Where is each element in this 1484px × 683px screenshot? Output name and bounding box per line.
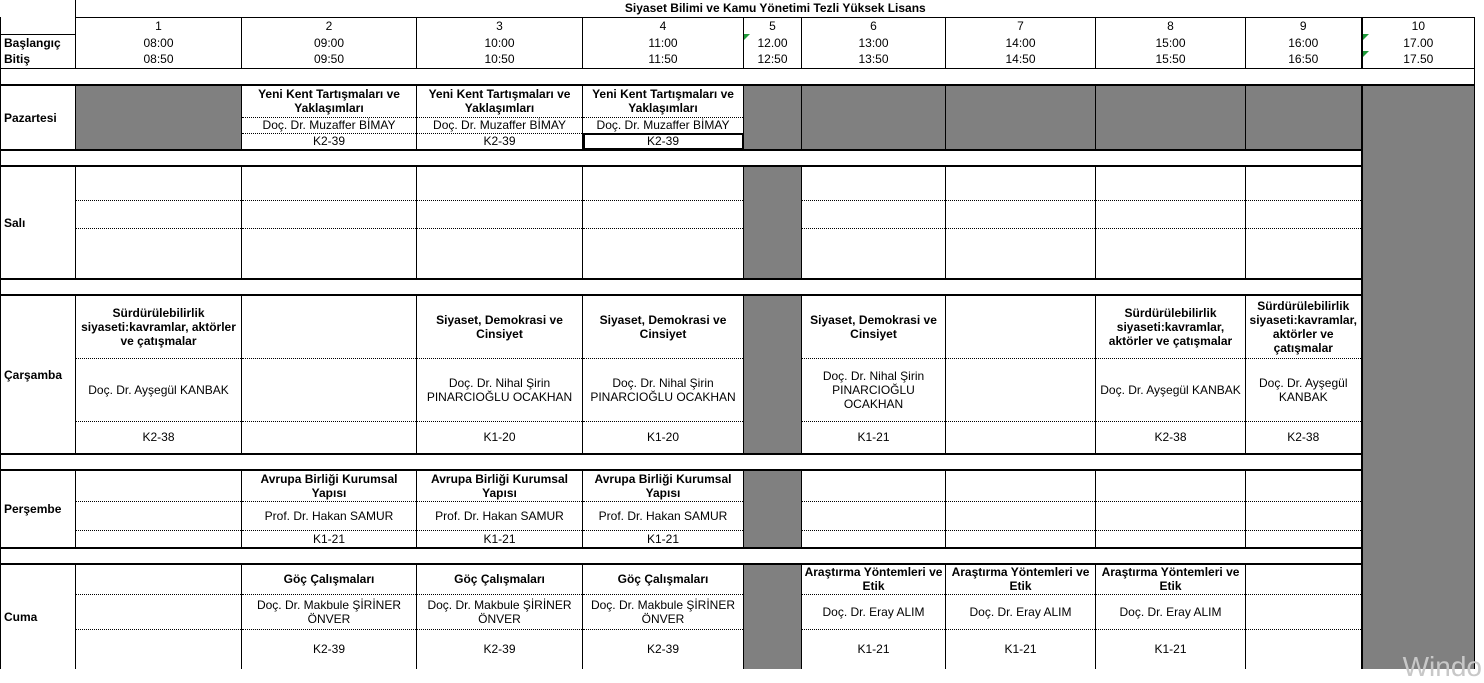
start-label[interactable]: Başlangıç: [1, 34, 76, 51]
empty-cell[interactable]: [76, 530, 242, 548]
end-time[interactable]: 11:50: [583, 51, 744, 68]
course-name[interactable]: Avrupa Birliği Kurumsal Yapısı: [417, 470, 583, 501]
separator-row[interactable]: [1, 454, 1362, 470]
end-time[interactable]: 16:50: [1246, 51, 1362, 68]
room-code[interactable]: K2-38: [1246, 421, 1362, 454]
room-code[interactable]: K2-39: [417, 629, 583, 669]
start-time[interactable]: 09:00: [242, 34, 417, 51]
start-time[interactable]: 12.00: [744, 34, 802, 51]
room-code[interactable]: K1-21: [417, 530, 583, 548]
empty-cell[interactable]: [946, 501, 1096, 530]
empty-cell[interactable]: [242, 200, 417, 228]
course-name[interactable]: Araştırma Yöntemleri ve Etik: [802, 564, 946, 594]
lunch-break[interactable]: [744, 166, 802, 279]
empty-slot[interactable]: [1362, 295, 1475, 470]
room-code[interactable]: K1-21: [802, 629, 946, 669]
period-number[interactable]: 8: [1096, 17, 1246, 34]
empty-cell[interactable]: [242, 228, 417, 279]
teacher-name[interactable]: Doç. Dr. Ayşegül KANBAK: [1246, 358, 1362, 421]
course-name[interactable]: Yeni Kent Tartışmaları ve Yaklaşımları: [417, 85, 583, 117]
teacher-name[interactable]: Prof. Dr. Hakan SAMUR: [242, 501, 417, 530]
course-name[interactable]: Araştırma Yöntemleri ve Etik: [946, 564, 1096, 594]
course-name[interactable]: Yeni Kent Tartışmaları ve Yaklaşımları: [242, 85, 417, 117]
course-name[interactable]: Yeni Kent Tartışmaları ve Yaklaşımları: [583, 85, 744, 117]
empty-cell[interactable]: [946, 530, 1096, 548]
start-time[interactable]: 15:00: [1096, 34, 1246, 51]
room-code[interactable]: K1-21: [1096, 629, 1246, 669]
empty-cell[interactable]: [1246, 470, 1362, 501]
lunch-break[interactable]: [744, 564, 802, 669]
empty-slot[interactable]: [1362, 166, 1475, 295]
room-code[interactable]: K2-38: [76, 421, 242, 454]
empty-cell[interactable]: [1096, 228, 1246, 279]
teacher-name[interactable]: Doç. Dr. Eray ALIM: [802, 594, 946, 629]
teacher-name[interactable]: Doç. Dr. Makbule ŞİRİNER ÖNVER: [417, 594, 583, 629]
lunch-break[interactable]: [744, 295, 802, 454]
day-label-sali[interactable]: Salı: [1, 166, 76, 279]
empty-slot[interactable]: [802, 85, 946, 150]
course-name[interactable]: Göç Çalışmaları: [583, 564, 744, 594]
empty-cell[interactable]: [242, 421, 417, 454]
empty-slot[interactable]: [946, 85, 1096, 150]
start-time[interactable]: 17.00: [1362, 34, 1475, 51]
empty-cell[interactable]: [946, 295, 1096, 358]
room-code[interactable]: K1-21: [802, 421, 946, 454]
empty-cell[interactable]: [76, 629, 242, 669]
end-time[interactable]: 10:50: [417, 51, 583, 68]
empty-cell[interactable]: [946, 470, 1096, 501]
period-number[interactable]: 2: [242, 17, 417, 34]
start-time-row: [1, 34, 1475, 51]
empty-cell[interactable]: [1096, 200, 1246, 228]
empty-cell[interactable]: [76, 470, 242, 501]
separator-row[interactable]: [1, 68, 1475, 85]
course-name[interactable]: Göç Çalışmaları: [242, 564, 417, 594]
empty-cell[interactable]: [946, 166, 1096, 200]
end-time[interactable]: 13:50: [802, 51, 946, 68]
empty-cell[interactable]: [583, 166, 744, 200]
day-label-carsamba[interactable]: Çarşamba: [1, 295, 76, 454]
room-code[interactable]: K1-21: [946, 629, 1096, 669]
teacher-name[interactable]: Doç. Dr. Muzaffer BİMAY: [417, 117, 583, 133]
day-label-persembe[interactable]: Perşembe: [1, 470, 76, 548]
empty-cell[interactable]: [1246, 530, 1362, 548]
course-name[interactable]: Göç Çalışmaları: [417, 564, 583, 594]
teacher-name[interactable]: Doç. Dr. Ayşegül KANBAK: [76, 358, 242, 421]
empty-slot[interactable]: [1246, 85, 1362, 150]
empty-cell[interactable]: [802, 166, 946, 200]
end-time[interactable]: 09:50: [242, 51, 417, 68]
empty-cell[interactable]: [242, 166, 417, 200]
room-code-selected-cell[interactable]: K2-39: [583, 133, 744, 150]
teacher-name[interactable]: Doç. Dr. Eray ALIM: [946, 594, 1096, 629]
empty-cell[interactable]: [76, 501, 242, 530]
room-code[interactable]: K2-38: [1096, 421, 1246, 454]
empty-cell[interactable]: [1246, 166, 1362, 200]
empty-cell[interactable]: [417, 200, 583, 228]
course-name[interactable]: Araştırma Yöntemleri ve Etik: [1096, 564, 1246, 594]
period-number[interactable]: 3: [417, 17, 583, 34]
separator-row[interactable]: [1, 548, 1362, 564]
teacher-name[interactable]: Doç. Dr. Makbule ŞİRİNER ÖNVER: [583, 594, 744, 629]
teacher-name[interactable]: Prof. Dr. Hakan SAMUR: [417, 501, 583, 530]
empty-cell[interactable]: [802, 228, 946, 279]
end-time[interactable]: 14:50: [946, 51, 1096, 68]
empty-cell[interactable]: [802, 470, 946, 501]
teacher-name[interactable]: Prof. Dr. Hakan SAMUR: [583, 501, 744, 530]
course-name[interactable]: Siyaset, Demokrasi ve Cinsiyet: [802, 295, 946, 358]
empty-cell[interactable]: [1096, 530, 1246, 548]
day-label-cuma[interactable]: Cuma: [1, 564, 76, 669]
end-time-row: [1, 51, 1475, 68]
room-code[interactable]: K2-39: [242, 133, 417, 150]
empty-cell[interactable]: [1246, 228, 1362, 279]
separator-row[interactable]: [1, 279, 1362, 295]
empty-cell[interactable]: [583, 228, 744, 279]
course-name[interactable]: Avrupa Birliği Kurumsal Yapısı: [583, 470, 744, 501]
empty-cell[interactable]: [242, 295, 417, 358]
empty-cell[interactable]: [802, 501, 946, 530]
course-name[interactable]: Avrupa Birliği Kurumsal Yapısı: [242, 470, 417, 501]
empty-cell[interactable]: [1096, 470, 1246, 501]
period-number[interactable]: 6: [802, 17, 946, 34]
room-code[interactable]: K2-39: [417, 133, 583, 150]
empty-cell[interactable]: [1246, 564, 1362, 594]
lunch-break[interactable]: [744, 85, 802, 150]
room-code[interactable]: K1-20: [583, 421, 744, 454]
empty-cell[interactable]: [946, 358, 1096, 421]
period-number[interactable]: 5: [744, 17, 802, 34]
period-number[interactable]: 10: [1362, 17, 1475, 34]
teacher-name[interactable]: Doç. Dr. Nihal Şirin PINARCIOĞLU OCAKHAN: [417, 358, 583, 421]
empty-cell[interactable]: [1246, 200, 1362, 228]
empty-cell[interactable]: [802, 200, 946, 228]
empty-cell[interactable]: [1246, 629, 1362, 669]
empty-cell[interactable]: [946, 421, 1096, 454]
start-time[interactable]: 10:00: [417, 34, 583, 51]
period-number[interactable]: 4: [583, 17, 744, 34]
teacher-name[interactable]: Doç. Dr. Makbule ŞİRİNER ÖNVER: [242, 594, 417, 629]
end-time[interactable]: 17.50: [1362, 51, 1475, 68]
cell-empty[interactable]: [1, 0, 76, 17]
course-name[interactable]: Siyaset, Demokrasi ve Cinsiyet: [417, 295, 583, 358]
empty-slot[interactable]: [1362, 85, 1475, 166]
empty-cell[interactable]: [1246, 501, 1362, 530]
empty-cell[interactable]: [1096, 166, 1246, 200]
room-code[interactable]: K2-39: [242, 629, 417, 669]
start-time[interactable]: 08:00: [76, 34, 242, 51]
cell-empty[interactable]: [1, 17, 76, 34]
empty-cell[interactable]: [76, 166, 242, 200]
course-name[interactable]: Sürdürülebilirlik siyaseti:kavramlar, aktörler ve çatışmalar: [76, 295, 242, 358]
page-title[interactable]: Siyaset Bilimi ve Kamu Yönetimi Tezli Yüksek Lisans: [76, 0, 1475, 17]
day-label-pazartesi[interactable]: Pazartesi: [1, 85, 76, 150]
end-time[interactable]: 15:50: [1096, 51, 1246, 68]
end-label[interactable]: Bitiş: [1, 51, 76, 68]
teacher-name[interactable]: Doç. Dr. Nihal Şirin PINARCIOĞLU OCAKHAN: [802, 358, 946, 421]
teacher-name[interactable]: Doç. Dr. Muzaffer BİMAY: [242, 117, 417, 133]
teacher-name[interactable]: Doç. Dr. Ayşegül KANBAK: [1096, 358, 1246, 421]
separator-row[interactable]: [1, 150, 1362, 166]
empty-cell[interactable]: [242, 358, 417, 421]
period-number-row: [1, 17, 1475, 34]
empty-cell[interactable]: [1246, 594, 1362, 629]
room-code[interactable]: K2-39: [583, 629, 744, 669]
teacher-name[interactable]: Doç. Dr. Muzaffer BİMAY: [583, 117, 744, 133]
period-number[interactable]: 1: [76, 17, 242, 34]
windows-activation-watermark: Windo: [1402, 651, 1482, 682]
empty-cell[interactable]: [1096, 501, 1246, 530]
room-code[interactable]: K1-20: [417, 421, 583, 454]
start-time[interactable]: 11:00: [583, 34, 744, 51]
start-time[interactable]: 16:00: [1246, 34, 1362, 51]
empty-cell[interactable]: [417, 166, 583, 200]
room-code[interactable]: K1-21: [583, 530, 744, 548]
empty-cell[interactable]: [583, 200, 744, 228]
empty-cell[interactable]: [76, 564, 242, 594]
period-number[interactable]: 7: [946, 17, 1096, 34]
empty-slot[interactable]: [76, 85, 242, 150]
teacher-name[interactable]: Doç. Dr. Eray ALIM: [1096, 594, 1246, 629]
empty-cell[interactable]: [802, 530, 946, 548]
empty-cell[interactable]: [76, 594, 242, 629]
start-time[interactable]: 14:00: [946, 34, 1096, 51]
course-name[interactable]: Siyaset, Demokrasi ve Cinsiyet: [583, 295, 744, 358]
empty-cell[interactable]: [76, 228, 242, 279]
empty-cell[interactable]: [417, 228, 583, 279]
course-name[interactable]: Sürdürülebilirlik siyaseti:kavramlar, aktörler ve çatışmalar: [1096, 295, 1246, 358]
course-name[interactable]: Sürdürülebilirlik siyaseti:kavramlar, aktörler ve çatışmalar: [1246, 295, 1362, 358]
empty-cell[interactable]: [76, 200, 242, 228]
start-time[interactable]: 13:00: [802, 34, 946, 51]
empty-cell[interactable]: [946, 200, 1096, 228]
end-time[interactable]: 08:50: [76, 51, 242, 68]
period-number[interactable]: 9: [1246, 17, 1362, 34]
teacher-name[interactable]: Doç. Dr. Nihal Şirin PINARCIOĞLU OCAKHAN: [583, 358, 744, 421]
room-code[interactable]: K1-21: [242, 530, 417, 548]
empty-slot[interactable]: [1362, 470, 1475, 564]
end-time[interactable]: 12:50: [744, 51, 802, 68]
empty-slot[interactable]: [1096, 85, 1246, 150]
lunch-break[interactable]: [744, 470, 802, 548]
empty-cell[interactable]: [946, 228, 1096, 279]
